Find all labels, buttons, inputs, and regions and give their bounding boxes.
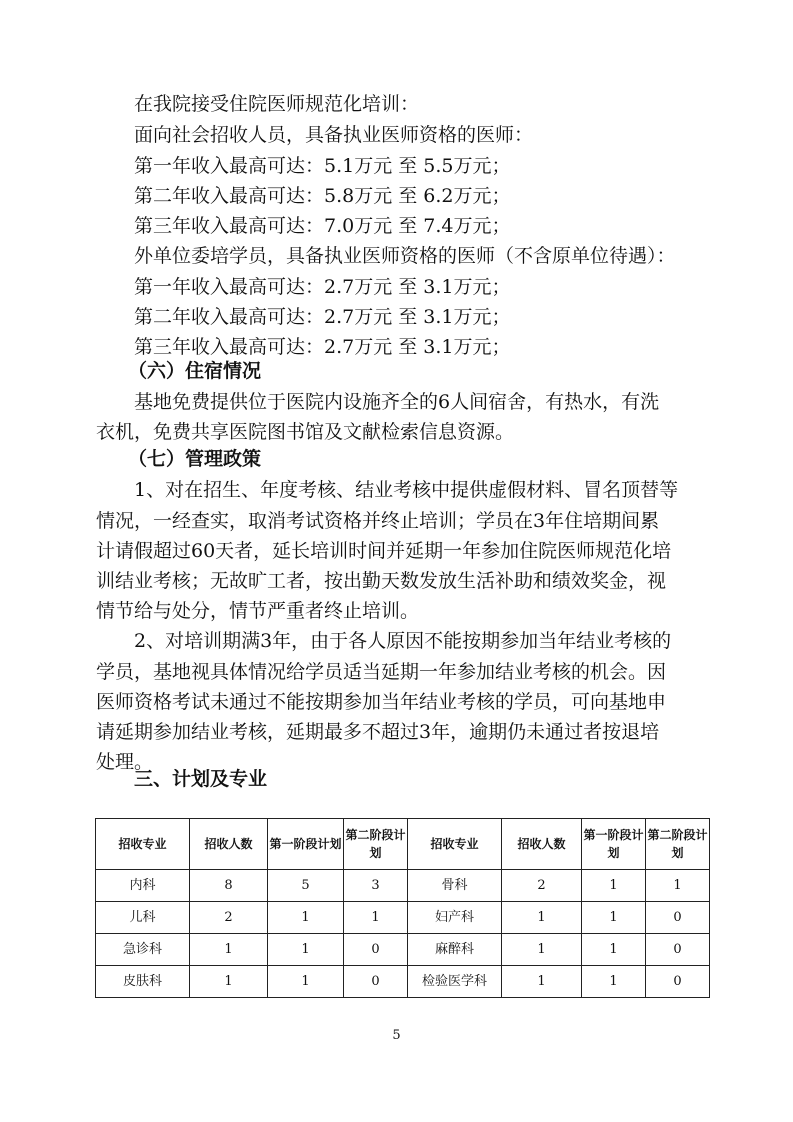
paragraph-line: 2、对培训期满3年，由于各人原因不能按期参加当年结业考核的 [134,630,672,652]
table-cell: 1 [344,902,408,934]
table-row [96,870,710,902]
table-cell: 麻醉科 [408,934,502,966]
table-cell: 0 [646,902,710,934]
table-row [96,966,710,998]
paragraph-line: 基地免费提供位于医院内设施齐全的6人间宿舍，有热水，有洗 [134,391,660,413]
text-line: 第一年收入最高可达：5.1万元 至 5.5万元； [134,155,511,177]
table-cell: 检验医学科 [408,966,502,998]
paragraph-line: 医师资格考试未通过不能按期参加当年结业考核的学员，可向基地申 [96,691,667,713]
table-row [96,934,710,966]
table-cell: 3 [344,870,408,902]
text-line: 第二年收入最高可达：2.7万元 至 3.1万元； [134,306,511,328]
paragraph-line: 1、对在招生、年度考核、结业考核中提供虚假材料、冒名顶替等 [134,479,679,501]
table-header: 第一阶段计划 [582,819,646,870]
table-cell: 1 [582,902,646,934]
table-cell: 骨科 [408,870,502,902]
table-cell: 1 [502,902,582,934]
paragraph-line: 情况，一经查实，取消考试资格并终止培训；学员在3年住培期间累 [96,510,660,532]
paragraph-line: 训结业考核；无故旷工者，按出勤天数发放生活补助和绩效奖金，视 [96,570,667,592]
text-line: 第二年收入最高可达：5.8万元 至 6.2万元； [134,185,511,207]
table-cell: 2 [190,902,268,934]
table-cell: 1 [268,934,344,966]
paragraph-line: 处理。 [96,751,154,773]
table-header: 招收人数 [502,819,582,870]
table-cell: 妇产科 [408,902,502,934]
table-cell: 1 [190,966,268,998]
plan-table [95,818,710,998]
table-header-row [96,819,710,870]
table-cell: 1 [190,934,268,966]
table-cell: 0 [344,966,408,998]
table-cell: 皮肤科 [96,966,190,998]
text-line: 第一年收入最高可达：2.7万元 至 3.1万元； [134,276,511,298]
table-cell: 内科 [96,870,190,902]
table-cell: 儿科 [96,902,190,934]
page-number: 5 [392,1028,401,1043]
section-heading: 三、计划及专业 [134,768,268,790]
paragraph-line: 情节给与处分，情节严重者终止培训。 [96,600,420,622]
table-cell: 0 [646,934,710,966]
text-line: 第三年收入最高可达：2.7万元 至 3.1万元； [134,336,511,358]
paragraph-line: 计请假超过60天者，延长培训时间并延期一年参加住院医师规范化培 [96,540,672,562]
table-cell: 1 [582,966,646,998]
table-header: 第二阶段计划 [344,819,408,870]
table-cell: 1 [582,870,646,902]
table-cell: 1 [268,966,344,998]
table-cell: 2 [502,870,582,902]
table-cell: 1 [582,934,646,966]
paragraph-line: 衣机，免费共享医院图书馆及文献检索信息资源。 [96,421,515,443]
table-cell: 0 [344,934,408,966]
table-cell: 8 [190,870,268,902]
paragraph-line: 请延期参加结业考核，延期最多不超过3年，逾期仍未通过者按退培 [96,721,660,743]
table-header: 招收人数 [190,819,268,870]
table-cell: 1 [268,902,344,934]
paragraph-line: 学员，基地视具体情况给学员适当延期一年参加结业考核的机会。因 [96,661,667,683]
table-cell: 1 [502,934,582,966]
table-cell: 1 [646,870,710,902]
table-header: 招收专业 [408,819,502,870]
table-header: 第一阶段计划 [268,819,344,870]
text-line: 在我院接受住院医师规范化培训： [134,93,420,115]
section-heading: （七）管理政策 [128,448,262,470]
table-row [96,902,710,934]
table-cell: 1 [502,966,582,998]
text-line: 外单位委培学员，具备执业医师资格的医师（不含原单位待遇）： [134,245,676,267]
table-header: 招收专业 [96,819,190,870]
table-cell: 5 [268,870,344,902]
section-heading: （六）住宿情况 [128,360,262,382]
table-header: 第二阶段计划 [646,819,710,870]
table-cell: 急诊科 [96,934,190,966]
table-cell: 0 [646,966,710,998]
text-line: 第三年收入最高可达：7.0万元 至 7.4万元； [134,215,511,237]
text-line: 面向社会招收人员，具备执业医师资格的医师： [134,124,534,146]
